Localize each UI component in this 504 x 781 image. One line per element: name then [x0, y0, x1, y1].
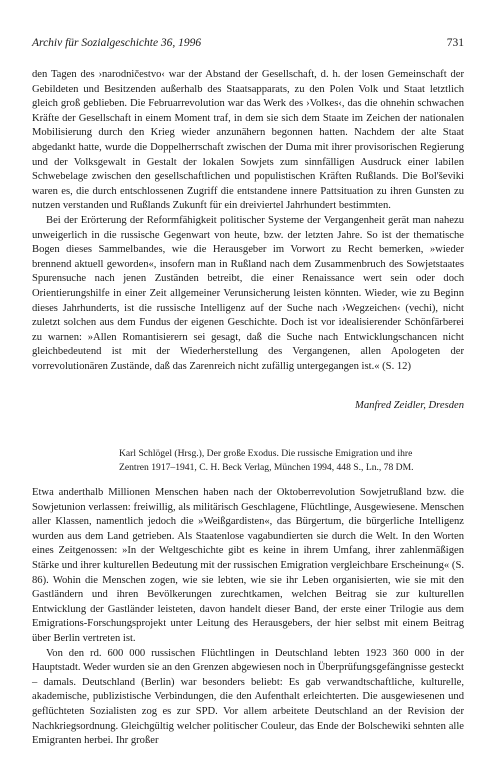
review-continuation-text: [32, 68, 464, 374]
book-citation: [119, 447, 464, 474]
running-header: [32, 37, 464, 53]
paragraph: Etwa anderthalb Millionen Menschen haben nach der Oktoberrevolution Sowjetrußland bzw. die Sowjetunion verlassen: freiwillig, als militärisch Geschlagene, Flüchtlinge, Ausgewiesene. Menschen aller Klassen, namentlich jedoch die »Weißgardisten«, das Bürgertum, die bürgerliche Intelligenz wurden aus dem Land getrieben. Als Staatenlose vagabundierten sie durch die Welt. In den Worten eines Zeitgenossen: »In der Weltgeschichte gibt es keine in ihrem Umfang, ihrer zahlenmäßigen Stärke und ihrer kulturellen Bedeutung mit der russischen Emigration vergleichbare Erscheinung« (S. 86). Wohin die Menschen zogen, wie sie lebten, wie sie ihr Leben organisierten, wie sie mit den Gastländern und ihren Bevölkerungen zurechtkamen, welchen Beitrag sie zur kulturellen Entwicklung der Gastländer leisteten, davon handelt dieser Band, der erste einer Trilogie aus dem Emigrations-Forschungsprojekt unter Leitung des Herausgebers, der hier selbst mit einem Beitrag über Berlin vertreten ist.: [32, 487, 464, 644]
review-text: [32, 486, 464, 749]
paragraph: den Tagen des ›narodničestvo‹ war der Abstand der Gesellschaft, d. h. der losen Gemeinschaft der Gebildeten und Besitzenden außerhalb des Staatsapparats, zu den Polen Volk und Staat letztlich gleich groß geblieben. Die Februarrevolution war das Werk des ›Volkes‹, das die ohnehin schwachen Kräfte der Gesellschaft in einem Moment traf, in dem sie sich dem Staate im Zeichen der nationalen Mobilisierung durch den Krieg wieder anzunähern begonnen hatten. Nachdem der alte Staat abgedankt hatte, wurde die Doppelherrschaft zwischen der Duma mit ihrer provisorischen Regierung und der Volksgewalt in Gestalt der lokalen Sowjets zum sinnfälligen Ausdruck einer labilen Schwebelage zwischen den gesellschaftlichen und populistischen Kräften Rußlands. Die Bol'ševiki waren es, die durch entschlossenen Zugriff die entstandene innere Pattsituation zu ihren Gunsten zu nutzen verstanden und Rußlands Zukunft für ein dreiviertel Jahrhundert bestimmten.: [32, 69, 464, 212]
paragraph: Bei der Erörterung der Reformfähigkeit politischer Systeme der Vergangenheit gerät man nahezu unweigerlich in die russische Gegenwart von heute, bzw. der letzten Jahre. So ist der thematische Bogen dieses Sammelbandes, wie die Herausgeber im Vorwort zu Recht bemerken, »wieder brennend aktuell geworden«, insofern man in Rußland nach dem Zusammenbruch des Sowjetstaates Spurensuche nach jenen Zuständen betreibt, die einer Renaissance wert sein oder doch Orientierungshilfe in einer Zeit allgemeiner Verunsicherung leisten könnten. Wieder, wie zu Beginn dieses Jahrhunderts, ist die russische Intelligenz auf der Suche nach ›Wegzeichen‹ (vechi), nicht zuletzt solchen aus dem Fundus der eigenen Geschichte. Doch ist vor idealisierender Schönfärberei zu warnen: »Allen Romantisierern sei gesagt, daß die Suche nach Entwicklungschancen nicht gleichbedeutend ist mit der Wiederherstellung des Vergangenen, allen Apologeten der vorrevolutionären Zustände, daß das Zarenreich nicht zufällig untergegangen ist.« (S. 12): [32, 214, 464, 372]
reviewer-signature: Manfred Zeidler, Dresden: [355, 400, 464, 411]
page-number: 731: [446, 37, 464, 49]
paragraph: Von den rd. 600 000 russischen Flüchtlingen in Deutschland lebten 1923 360 000 in der Hauptstadt. Weder wurden sie an den Grenzen abgewiesen noch in Überprüfungsgefängnisse gesteckt – damals. Deutschland (Berlin) war besonders beliebt: Es gab verwandtschaftliche, kulturelle, akademische, publizistische Verbindungen, die den Aufenthalt erleichterten. Die ausgewiesenen und geflüchteten Sozialisten zog es zur SPD. Vor allem arbeitete Deutschland an der Revision der Nachkriegsordnung. Gleichgültig welcher politischer Couleur, das Ende der Bolschewiki sehnten alle Emigranten herbei. Ihr großer: [32, 647, 464, 747]
citation-line: Karl Schlögel (Hrsg.), Der große Exodus. Die russische Emigration und ihre: [119, 448, 413, 459]
journal-title: Archiv für Sozialgeschichte 36, 1996: [32, 37, 202, 49]
citation-line: Zentren 1917–1941, C. H. Beck Verlag, München 1994, 448 S., Ln., 78 DM.: [119, 461, 414, 473]
